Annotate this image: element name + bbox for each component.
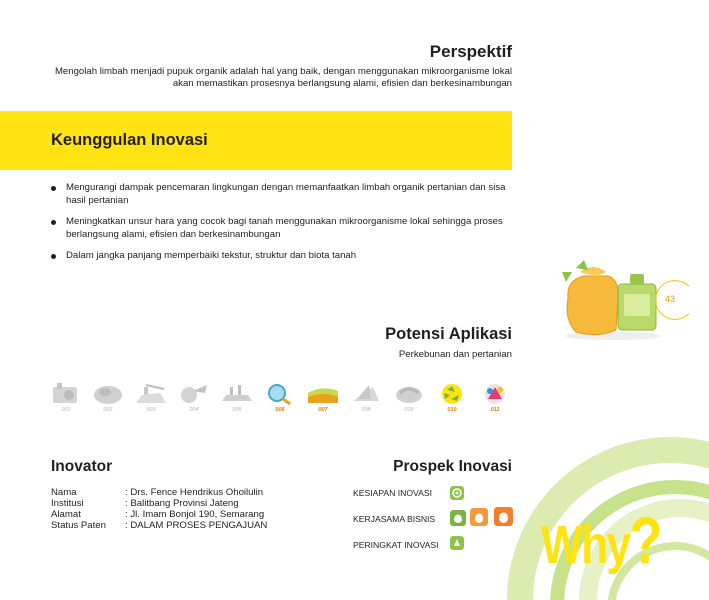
inovator-value: : Balitbang Provinsi Jateng [125, 498, 239, 509]
readiness-icon [450, 486, 464, 500]
agriculture-icon: 007 [306, 381, 340, 417]
kesiapan-label: KESIAPAN INOVASI [353, 488, 432, 498]
potensi-subtitle: Perkebunan dan pertanian [398, 349, 512, 360]
inovator-details [51, 487, 267, 531]
inovator-value: : Drs. Fence Hendrikus Ohoilulin [125, 487, 263, 498]
perspektif-title: Perspektif [429, 42, 512, 61]
perspektif-text: Mengolah limbah menjadi pupuk organik adalah hal yang baik, dengan menggunakan mikroorganisme lokal akan memastikan prosesnya berlangsung alami, efisien dan berkesinambungan [54, 66, 512, 89]
application-icons [49, 381, 519, 417]
why-graphic: Why? [541, 503, 661, 577]
inovator-label: Status Paten [51, 520, 106, 531]
inovator-label: Nama [51, 487, 77, 498]
research-icon: 006 [263, 381, 297, 417]
inovator-row [51, 520, 267, 531]
keunggulan-title: Keunggulan Inovasi [51, 131, 208, 149]
ranking-icon [450, 536, 464, 550]
inovator-value: : DALAM PROSES PENGAJUAN [125, 520, 267, 531]
machinery-icon: 004 [177, 381, 211, 417]
food-icon: 002 [91, 381, 125, 417]
transport-icon: 005 [220, 381, 254, 417]
page-number: 43 [665, 294, 676, 304]
inovator-label: Institusi [51, 498, 84, 509]
keunggulan-item: Mengurangi dampak pencemaran lingkungan dengan memanfaatkan limbah organik pertanian dan sisa hasil pertanian [51, 182, 513, 207]
environment-icon: 010 [435, 381, 469, 417]
building-icon: 003 [134, 381, 168, 417]
inovator-value: : Jl. Imam Bonjol 190, Semarang [125, 509, 264, 520]
money-bag-icon [450, 510, 466, 526]
industry-icon: 001 [49, 381, 83, 417]
peringkat-label: PERINGKAT INOVASI [353, 540, 439, 550]
energy-icon: 011 [478, 381, 512, 417]
product-illustration [558, 258, 668, 340]
health-icon: 009 [392, 381, 426, 417]
money-bag-icon [494, 507, 513, 526]
inovator-row [51, 498, 267, 509]
potensi-title: Potensi Aplikasi [385, 325, 512, 343]
inovator-row [51, 509, 267, 520]
keunggulan-list [51, 182, 513, 272]
inovator-label: Alamat [51, 509, 81, 520]
fisheries-icon: 008 [349, 381, 383, 417]
kerjasama-label: KERJASAMA BISNIS [353, 514, 436, 524]
inovator-title: Inovator [51, 458, 113, 475]
keunggulan-item: Dalam jangka panjang memperbaiki tekstur, struktur dan biota tanah [51, 250, 513, 263]
keunggulan-item: Meningkatkan unsur hara yang cocok bagi tanah menggunakan mikroorganisme lokal sehingga proses berlangsung alami, efisien dan berkesinambungan [51, 216, 513, 241]
inovator-row [51, 487, 267, 498]
prospek-title: Prospek Inovasi [393, 458, 512, 475]
money-bag-icon [470, 508, 488, 526]
